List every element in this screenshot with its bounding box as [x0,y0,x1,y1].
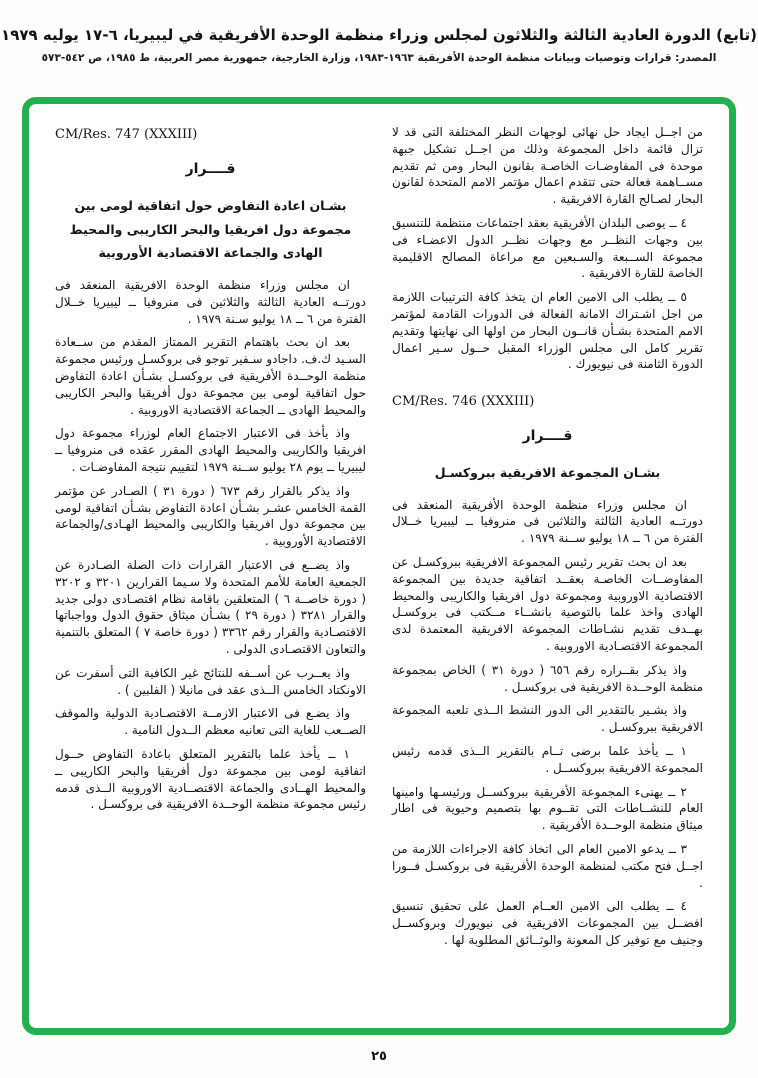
content-border-box [22,97,736,1035]
paragraph-preamble: ان مجلس وزراء منظمة الوحدة الافريقية المنعقد فى دورتــه العادية الثالثة والثلاثين فى منروفيا ــ ليبيريا خــلال الفترة من ٦ ــ ١٨ يوليو سـنة ١٩٧٩ . [55,278,366,326]
paragraph-operative-1: ١ ــ يأخذ علما برضى تــام بالتقرير الــذى قدمه رئيس المجموعة الافريقية ببروكســل . [392,744,703,775]
paragraph-un-resolutions: واذ يضــع فى الاعتبار القرارات ذات الصلة الصـادرة عن الجمعية العامة للأمم المتحدة ولا سـيما القرارين ٣٢٠١ و ٣٢٠٢ ( دورة خاصــة ٦ ) المتعلقين باقامة نظام اقتصـادى دولى جديد والقرار ٣٢٨١ ( دورة ٢٩ ) بشـأن ميثاق حقوق الدول وواجباتها الاقتصـادية والقرار رقم ٣٣٦٢ ( دورة خاصة ٧ ) المتعلق بالتنمية والتعاون الاقتصـادى الدولى . [55,557,367,656]
column-left-resolution-747 [55,124,366,1020]
paragraph-operative-1: ١ ــ يأخذ علما بالتقرير المتعلق باعادة التفاوض حــول اتفاقية لومى بين مجموعة دول أفريقيا والبحر الكاريبى ــ والمحيط الهــادى والجماعة الاقتصــادية الاوروبية الــذى قدمه رئيس مجموعة منظمة الوحــدة الافريقية فى بروكسـل . [55,746,366,812]
paragraph-operative-2: ٢ ــ يهنىء المجموعة الأفريقية ببروكســل ورئيسـها وامينها العام للنشــاطات التى تقــوم بها بتصميم وحيوية فى اطار ميثاق منظمة الوحــدة الأفريقية . [392,784,703,833]
subtitle-line: مجموعة دول افريقيا والبحر الكاريبى والمحيط [69,221,352,237]
paragraph-operative-4: ٤ ــ يطلب الى الامين العــام العمل على تحقيق تنسيق افضــل بين المجموعات الافريقية فى نيويورك وبروكســل وجنيف مع توفير كل المعونة والوثــائق المطلوبة لها . [392,899,703,948]
paragraph-recalling-673: واذ يذكر بالقرار رقم ٦٧٣ ( دورة ٣١ ) الصـادر عن مؤتمر القمة الخامس عشـر بشـأن اعادة التفاوض بشـأن اتفاقية لومى بين مجموعة دول افريقيا والكاريبى والمحيط الهـادى/والجماعة الاقتصادية الأوروبية . [55,483,366,549]
page-header [0,26,758,64]
paragraph-considering-meeting: واذ يأخذ فى الاعتبار الاجتماع العام لوزراء مجموعة دول افريقيا والكاريبى والمحيط الهادى المقرر عقده فى منروفيا ــ ليبيريا ــ يوم ٢٨ يوليو ســنة ١٩٧٩ لتقييم نتيجة المفاوضـات . [55,426,366,474]
continuation-item-4: ٤ ــ يوصى البلدان الأفريقية بعقد اجتماعات منتظمة للتنسيق بين وجهات النظــر مع وجهات نظــر الدول الاعضـاء فى مجموعة الســبعة والسـبعين مع مراعاة المصالح الاقليمية الخاصة للقارة الافريقية . [392,215,703,281]
paragraph-report-brussels: بعد ان بحث تقرير رئيس المجموعة الافريقية ببروكسـل عن المفاوضــات الخاصـة بعقــد اتفاقية جديدة بين المجموعة الاقتصادية الاوروبية ومجموعة دول افريقيا والكاريبى والمحيط الهادى واخذ علما بالتوصية بانشــاء مــكتب فى بروكسـل بهــدف تقديم نشـاطات المجموعة الافريقية المعتمدة لدى المجموعة الاقتصـادية الاوروبية . [392,555,703,654]
resolution-746-heading: قــــرار [522,428,573,445]
resolution-747-heading: قــــرار [185,161,236,178]
column-right [392,124,703,1020]
paragraph-report: بعد ان بحث باهتمام التقرير الممتاز المقدم من ســعادة السـيد ك.ف. داجادو سـفير توجو فى بروكسـل ورئيس مجموعة منظمة الوحــدة الأفريقية فى بروكسـل بشـأن اعادة التفاوض حول اتفاقية لومى بين مجموعة دول أفريقيا والبحر الكاريبى والمحيط الهادى ــ الجماعة الاقتصادية الاوروبية . [55,335,366,417]
subtitle-line: الهادى والجماعة الاقتصادية الأوروبية [98,245,323,261]
resolution-746-block [392,393,703,949]
continuation-paragraph: من اجــل ايجاد حل نهائى لوجهات النظر المختلفة التى قد لا تزال قائمة داخل المجموعة وذلك من اجــل تشكيل جبهة موحدة فى المفاوضـات الخاصـة بقانون البحار ومن ثم تقديم مســاهمة فعالة حتى تتقدم اعمال مؤتمر الامم المتحدة لقانون البحار لصـالح القارة الافريقية . [392,125,703,207]
paragraph-unctad-regret: واذ يعــرب عن أســفه للنتائج غير الكافية التى أسفرت عن الاونكتاد الخامس الــذى عقد فى مانيلا ( الفلبين ) . [55,665,366,697]
two-column-layout [55,124,703,1020]
page-number: ٢٥ [371,1049,387,1064]
resolution-746-ref: CM/Res. 746 (XXXIII) [392,394,535,410]
resolution-747-ref: CM/Res. 747 (XXXIII) [55,127,198,142]
paragraph-appreciation: واذ يشـير بالتقدير الى الدور النشط الــذى تلعبه المجموعة الافريقية ببروكسـل . [392,703,703,735]
continuation-item-5: ٥ ــ يطلب الى الامين العام ان يتخذ كافة الترتيبات اللازمة من اجل اشـتراك الامانة الفعالة فى الدورات القادمة لمؤتمر الامم المتحدة بشـأن قانــون البحار من اولها الى نهايتها وتقديم تقرير كامل الى مجلس الوزراء المقبل حــول سـير اعمال الدورة الثامنة فى نيويورك . [392,290,703,372]
resolution-747-subtitle [55,194,366,265]
resolution-746-subtitle: بشـان المجموعة الافريقية ببروكسـل [434,464,661,480]
paragraph-preamble: ان مجلس وزراء منظمة الوحدة الأفريقية المنعقد فى دورتــه العادية الثالثة والثلاثين فى منروفيا ــ ليبيريا خــلال الفترة من ٦ ــ ١٨ يوليو ســنة ١٩٧٩ . [392,497,703,546]
header-session-title: (تابع) الدورة العادية الثالثة والثلاثون لمجلس وزراء منظمة الوحدة الأفريقية في ليبيريا، ٦-١٧ يوليه ١٩٧٩ [1,26,757,44]
paragraph-recalling-656: واذ يذكر بقــراره رقم ٦٥٦ ( دورة ٣١ ) الخاص بمجموعة منظمة الوحــدة الافريقية فى بروكسـل . [392,662,703,694]
paragraph-operative-3: ٣ ــ يدعو الامين العام الى اتخاذ كافة الاجراءات اللازمة من اجــل فتح مكتب لمنظمة الوحدة الأفريقية فى بروكسـل فــورا . [392,842,703,890]
header-source-line: المصدر: قرارات وتوصيات وبيانات منظمة الوحدة الأفريقية ١٩٦٣-١٩٨٣، وزارة الخارجية، جمهورية مصر العربية، ط ١٩٨٥، ص ٥٤٢-٥٧٣ [41,52,717,64]
paragraph-economic-crisis: واذ يضـع فى الاعتبار الازمــة الاقتصـادية الدولية والموقف الصــعب للغاية التى تعانيه معظم الــدول النامية . [55,706,366,738]
subtitle-line: بشـان اعادة التفاوض حول اتفاقية لومى بين [74,197,347,213]
